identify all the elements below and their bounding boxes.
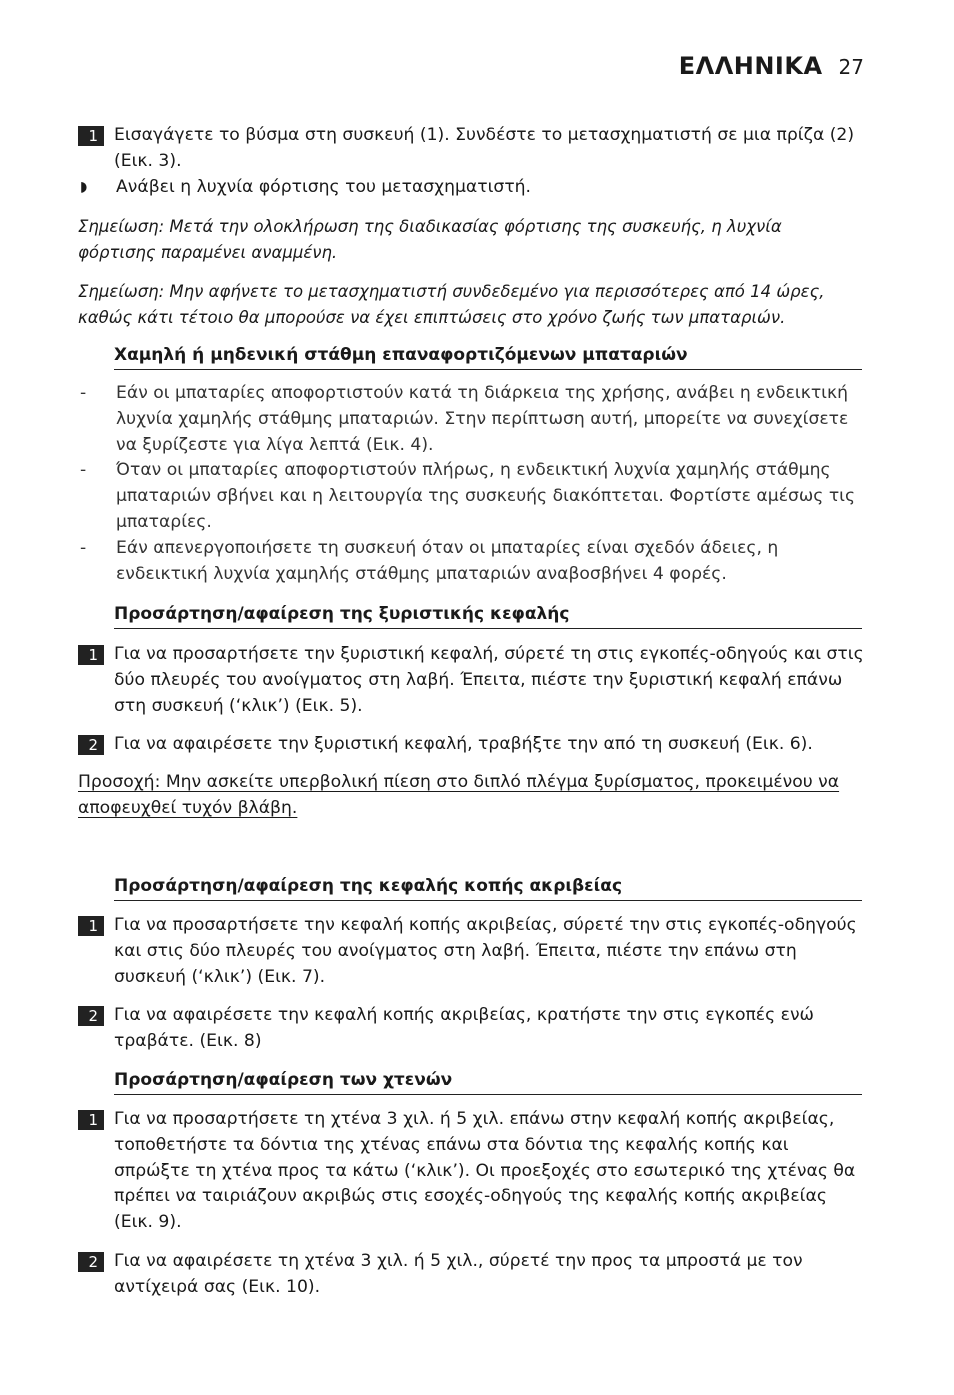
heading-shaving-head: Προσάρτηση/αφαίρεση της ξυριστικής κεφαλής [114, 603, 862, 629]
combs-step-1 [78, 1107, 864, 1236]
precision-head-step-1 [78, 913, 864, 990]
step-text: Για να αφαιρέσετε την κεφαλή κοπής ακριβείας, κρατήστε την στις εγκοπές ενώ τραβάτε. (Εικ. 8) [114, 1005, 814, 1051]
note-charging-light: Σημείωση: Μετά την ολοκλήρωση της διαδικασίας φόρτισης της συσκευής, η λυχνία φόρτισης παραμένει αναμμένη. [78, 217, 782, 262]
shaving-head-step-2 [78, 732, 864, 758]
list-item: - Εάν οι μπαταρίες αποφορτιστούν κατά τη διάρκεια της χρήσης, ανάβει η ενδεικτική λυχνία χαμηλής στάθμης μπαταριών. Στην περίπτωση αυτή, μπορείτε να συνεχίσετε να ξυρίζεστε για λίγα λεπτά (Εικ. 4). [80, 383, 849, 455]
page-header [679, 52, 864, 80]
step-number-badge: 2 [78, 1252, 104, 1272]
intro-step-1 [78, 123, 864, 175]
low-battery-list [78, 381, 864, 587]
step-number-badge: 1 [78, 645, 104, 665]
combs-step-2 [78, 1249, 864, 1301]
heading-combs: Προσάρτηση/αφαίρεση των χτενών [114, 1069, 862, 1095]
list-item: - Εάν απενεργοποιήσετε τη συσκευή όταν οι μπαταρίες είναι σχεδόν άδειες, η ενδεικτική λυχνία χαμηλής στάθμης μπαταριών αναβοσβήνει 4 φορές. [80, 537, 779, 584]
step-number-badge: 1 [78, 916, 104, 936]
heading-low-battery: Χαμηλή ή μηδενική στάθμη επαναφορτιζόμενων μπαταριών [114, 344, 862, 370]
step-number-badge: 1 [78, 126, 104, 146]
step-text: Εισαγάγετε το βύσμα στη συσκευή (1). Συνδέστε το μετασχηματιστή σε μια πρίζα (2) (Εικ. 3). [114, 125, 855, 171]
precision-head-step-2 [78, 1003, 864, 1055]
step-text: Για να αφαιρέσετε την ξυριστική κεφαλή, τραβήξτε την από τη συσκευή (Εικ. 6). [114, 734, 813, 754]
step-text: Για να προσαρτήσετε την κεφαλή κοπής ακριβείας, σύρετέ την στις εγκοπές-οδηγούς και στις δύο πλευρές του ανοίγματος στη λαβή. Έπειτα, πιέστε την επάνω στη συσκευή (‘κλικ’) (Εικ. 7). [114, 915, 857, 987]
language-label: ΕΛΛΗΝΙΚΑ [678, 52, 823, 80]
step-number-badge: 2 [78, 1006, 104, 1026]
caution-foil: Προσοχή: Μην ασκείτε υπερβολική πίεση στο διπλό πλέγμα ξυρίσματος, προκειμένου να αποφευχθεί τυχόν βλάβη. [78, 772, 840, 818]
step-text: Για να προσαρτήσετε την ξυριστική κεφαλή, σύρετέ τη στις εγκοπές-οδηγούς και στις δύο πλευρές του ανοίγματος στη λαβή. Έπειτα, πιέστε την ξυριστική κεφαλή επάνω στη συσκευή (‘κλικ’) (Εικ. 5). [114, 644, 864, 716]
note-charging-time: Σημείωση: Μην αφήνετε το μετασχηματιστή συνδεδεμένο για περισσότερες από 14 ώρες, καθώς κάτι τέτοιο θα μπορούσε να έχει επιπτώσεις στο χρόνο ζωής των μπαταριών. [78, 282, 825, 327]
intro-result [78, 175, 864, 201]
page-number: 27 [838, 55, 864, 79]
result-arrow-icon: ◗ [80, 179, 88, 195]
step-number-badge: 2 [78, 735, 104, 755]
step-text: Για να αφαιρέσετε τη χτένα 3 χιλ. ή 5 χιλ., σύρετέ την προς τα μπροστά με τον αντίχειρά σας (Εικ. 10). [114, 1251, 803, 1297]
heading-precision-head: Προσάρτηση/αφαίρεση της κεφαλής κοπής ακριβείας [114, 875, 862, 901]
shaving-head-step-1 [78, 642, 864, 719]
step-number-badge: 1 [78, 1110, 104, 1130]
result-text: Ανάβει η λυχνία φόρτισης του μετασχηματιστή. [116, 177, 532, 197]
step-text: Για να προσαρτήσετε τη χτένα 3 χιλ. ή 5 χιλ. επάνω στην κεφαλή κοπής ακριβείας, τοποθετήστε τα δόντια της χτένας επάνω στα δόντια της κεφαλής κοπής και σπρώξτε τη χτένα προς τα κάτω (‘κλικ’). Οι προεξοχές στο εσωτερικό της χτένας θα πρέπει να ταιριάζουν ακριβώς στις εσοχές-οδηγούς της κεφαλής κοπής ακριβείας (Εικ. 9). [114, 1109, 856, 1233]
list-item: - Όταν οι μπαταρίες αποφορτιστούν πλήρως, η ενδεικτική λυχνία χαμηλής στάθμης μπαταριών σβήνει και η λειτουργία της συσκευής διακόπτεται. Φορτίστε αμέσως τις μπαταρίες. [80, 460, 856, 532]
